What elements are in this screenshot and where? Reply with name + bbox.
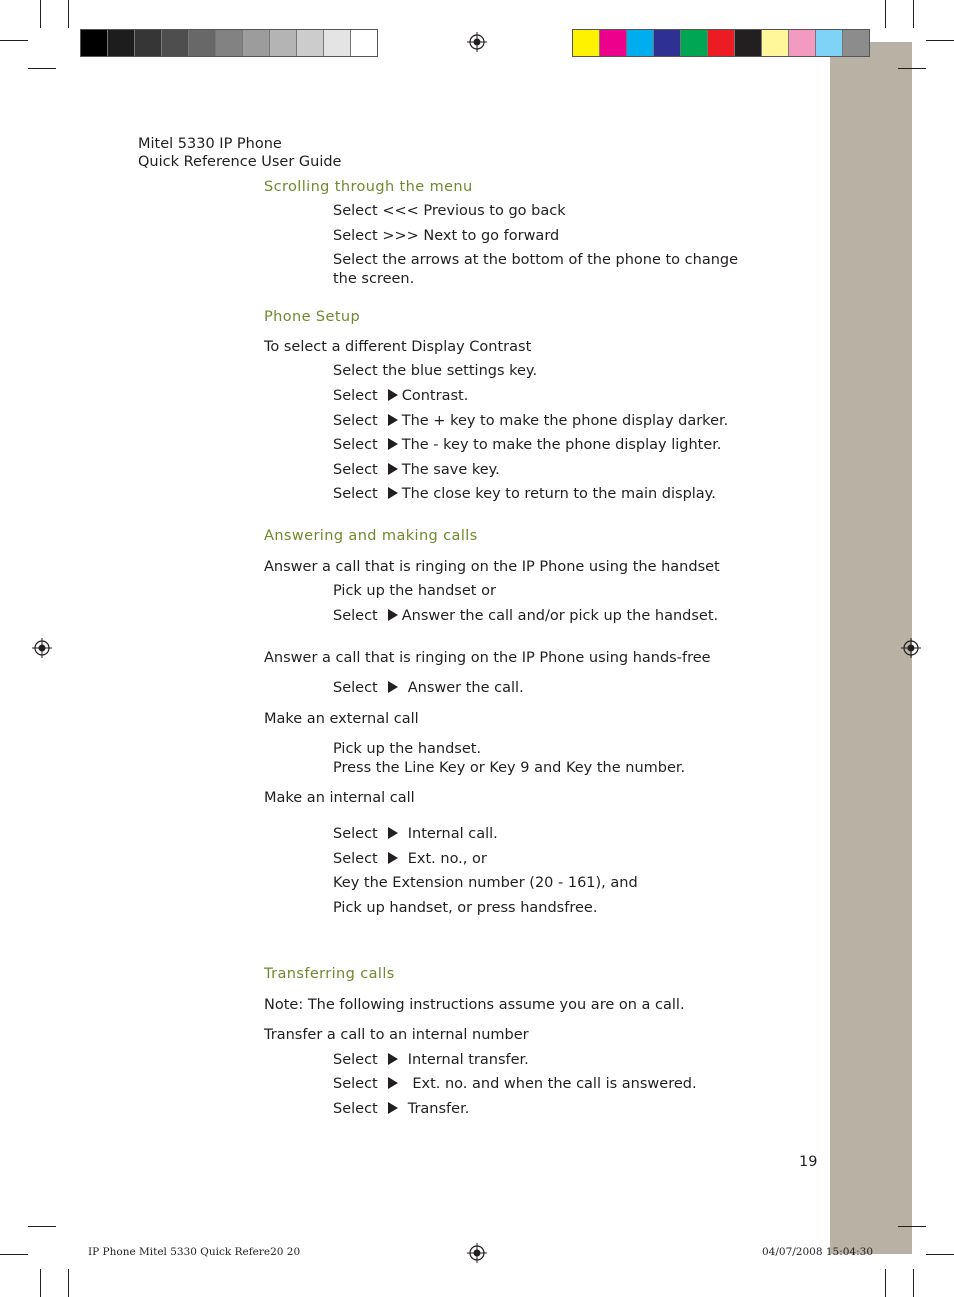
- select-label: Select: [333, 1052, 378, 1068]
- play-arrow-icon: [388, 1053, 398, 1065]
- color-swatch: [654, 30, 681, 56]
- play-arrow-icon: [388, 463, 398, 475]
- play-arrow-icon: [388, 487, 398, 499]
- step-text: Transfer.: [407, 1101, 470, 1117]
- step-text: The - key to make the phone display lighter.: [401, 437, 722, 453]
- section-heading-transfer: Transferring calls: [264, 966, 395, 982]
- step-text: Ext. no., or: [407, 851, 487, 867]
- setup-step: [333, 461, 500, 480]
- color-swatch: [243, 30, 270, 56]
- handset-step: Pick up the handset or: [333, 583, 496, 599]
- section-heading-setup: Phone Setup: [264, 309, 361, 325]
- handset-step: [333, 607, 718, 626]
- select-label: Select: [333, 437, 378, 453]
- select-label: Select: [333, 388, 378, 404]
- play-arrow-icon: [388, 827, 398, 839]
- setup-step: [333, 436, 722, 455]
- color-swatch: [324, 30, 351, 56]
- select-label: Select: [333, 1101, 378, 1117]
- setup-step: [333, 387, 468, 406]
- play-arrow-icon: [388, 681, 398, 693]
- step-text: Ext. no. and when the call is answered.: [407, 1076, 697, 1092]
- handset-intro: Answer a call that is ringing on the IP Phone using the handset: [264, 559, 720, 575]
- registration-mark-icon: [901, 638, 921, 658]
- header-title: Mitel 5330 IP Phone: [138, 136, 282, 152]
- select-label: Select: [333, 680, 378, 696]
- handsfree-intro: Answer a call that is ringing on the IP Phone using hands-free: [264, 650, 711, 666]
- step-text: Answer the call.: [407, 680, 524, 696]
- step-text: The + key to make the phone display darker.: [401, 413, 729, 429]
- transfer-step: [333, 1051, 529, 1070]
- internal-step: [333, 825, 498, 844]
- step-text: The save key.: [401, 462, 500, 478]
- registration-mark-icon: [467, 32, 487, 52]
- color-swatch: [108, 30, 135, 56]
- select-label: Select: [333, 486, 378, 502]
- header-subtitle: Quick Reference User Guide: [138, 154, 342, 170]
- color-swatch: [270, 30, 297, 56]
- select-label: Select: [333, 413, 378, 429]
- setup-step: [333, 485, 716, 504]
- step-text: Internal transfer.: [407, 1052, 529, 1068]
- select-label: Select: [333, 851, 378, 867]
- external-step: Press the Line Key or Key 9 and Key the number.: [333, 760, 686, 776]
- color-swatch: [762, 30, 789, 56]
- registration-mark-icon: [32, 638, 52, 658]
- scrolling-item-arrows-cont: the screen.: [333, 271, 415, 287]
- scrolling-item-next: Select >>> Next to go forward: [333, 228, 560, 244]
- document-header: [138, 135, 341, 171]
- color-swatch: [627, 30, 654, 56]
- select-label: Select: [333, 462, 378, 478]
- select-label: Select: [333, 608, 378, 624]
- scrolling-item-arrows: Select the arrows at the bottom of the phone to change: [333, 252, 739, 268]
- step-text: Answer the call and/or pick up the handset.: [401, 608, 719, 624]
- internal-step: Pick up handset, or press handsfree.: [333, 900, 598, 916]
- registration-mark-icon: [467, 1243, 487, 1263]
- transfer-step: [333, 1075, 697, 1094]
- play-arrow-icon: [388, 389, 398, 401]
- color-swatch: [297, 30, 324, 56]
- color-swatch: [735, 30, 762, 56]
- select-label: Select: [333, 1076, 378, 1092]
- color-swatch: [816, 30, 843, 56]
- transfer-intro: Transfer a call to an internal number: [264, 1027, 529, 1043]
- section-heading-answering: Answering and making calls: [264, 528, 478, 544]
- transfer-step: [333, 1100, 469, 1119]
- color-swatch: [216, 30, 243, 56]
- play-arrow-icon: [388, 852, 398, 864]
- print-slug-timestamp: 04/07/2008 15:04:30: [762, 1246, 874, 1258]
- page-number: 19: [799, 1154, 818, 1170]
- setup-step: [333, 412, 728, 431]
- color-swatch: [573, 30, 600, 56]
- select-label: Select: [333, 826, 378, 842]
- internal-step: Key the Extension number (20 - 161), and: [333, 875, 638, 891]
- color-swatch: [81, 30, 108, 56]
- color-swatch: [162, 30, 189, 56]
- play-arrow-icon: [388, 438, 398, 450]
- setup-step: Select the blue settings key.: [333, 363, 538, 379]
- section-heading-scrolling: Scrolling through the menu: [264, 179, 473, 195]
- setup-intro: To select a different Display Contrast: [264, 339, 532, 355]
- color-swatch: [708, 30, 735, 56]
- handsfree-step: [333, 679, 524, 698]
- color-swatch: [600, 30, 627, 56]
- color-swatch: [681, 30, 708, 56]
- internal-intro: Make an internal call: [264, 790, 415, 806]
- play-arrow-icon: [388, 1102, 398, 1114]
- color-swatch: [135, 30, 162, 56]
- scrolling-item-previous: Select <<< Previous to go back: [333, 203, 566, 219]
- play-arrow-icon: [388, 1077, 398, 1089]
- step-text: Contrast.: [401, 388, 469, 404]
- grayscale-calibration-bar: [80, 29, 378, 57]
- side-bar: [830, 42, 912, 1254]
- external-step: Pick up the handset.: [333, 741, 482, 757]
- internal-step: [333, 850, 487, 869]
- play-arrow-icon: [388, 414, 398, 426]
- print-slug-filename: IP Phone Mitel 5330 Quick Refere20 20: [88, 1246, 301, 1258]
- step-text: The close key to return to the main display.: [401, 486, 716, 502]
- color-swatch: [789, 30, 816, 56]
- transfer-note: Note: The following instructions assume you are on a call.: [264, 997, 685, 1013]
- external-intro: Make an external call: [264, 711, 419, 727]
- color-calibration-bar: [572, 29, 870, 57]
- color-swatch: [351, 30, 377, 56]
- play-arrow-icon: [388, 609, 398, 621]
- step-text: Internal call.: [407, 826, 498, 842]
- color-swatch: [189, 30, 216, 56]
- color-swatch: [843, 30, 869, 56]
